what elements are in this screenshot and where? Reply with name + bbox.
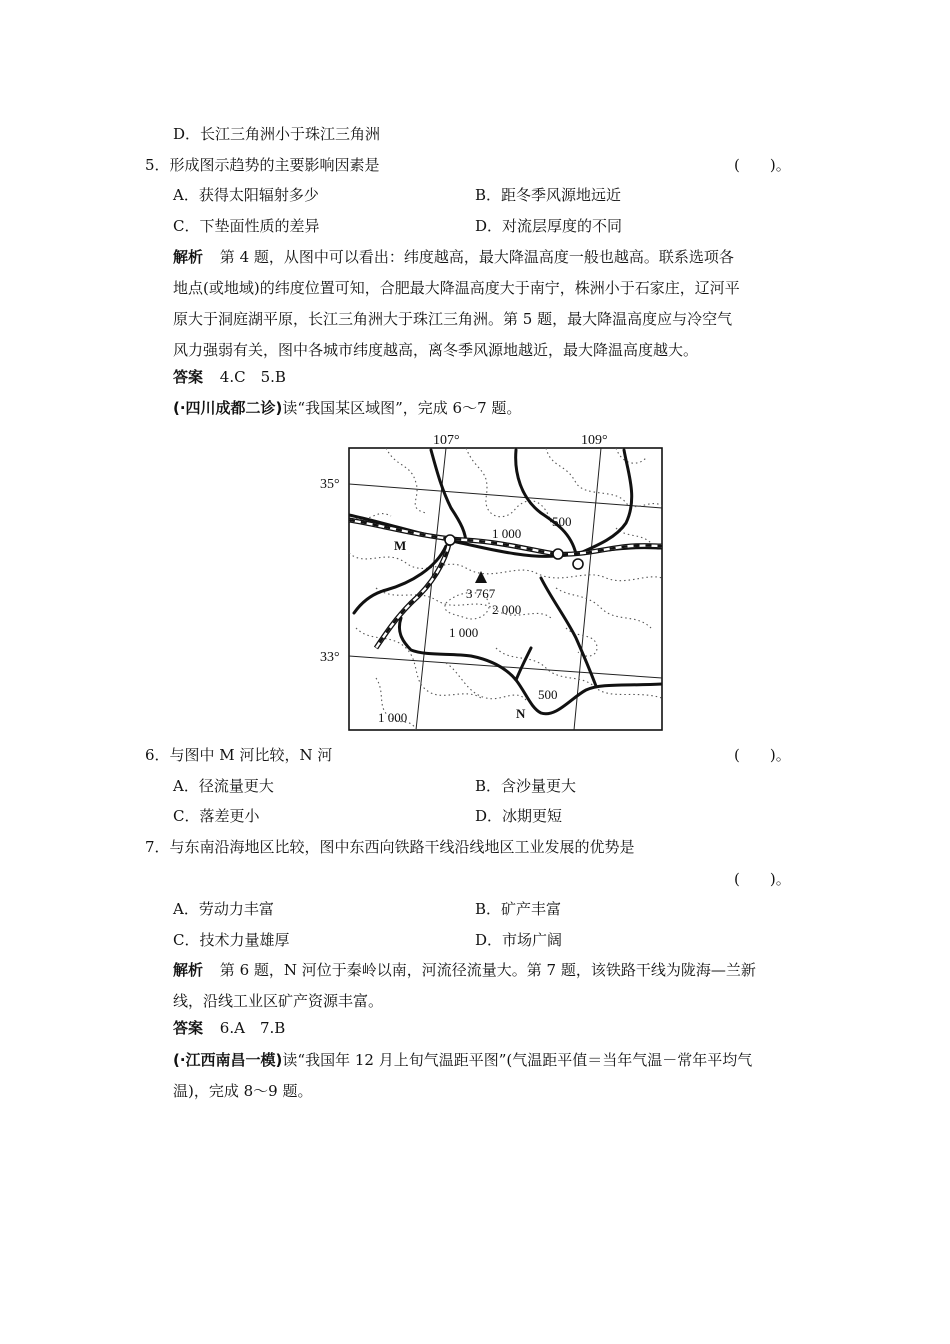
explain1-line-3: 原大于洞庭湖平原，长江三角洲大于珠江三角洲。第 5 题，最大降温高度应与冷空气 bbox=[173, 310, 733, 328]
station-circle bbox=[445, 535, 455, 545]
answer2-text: 6.A 7.B bbox=[219, 1019, 286, 1037]
q5-option-a: A．获得太阳辐射多少 bbox=[173, 186, 319, 204]
q6-option-b: B．含沙量更大 bbox=[475, 777, 577, 795]
source2-block bbox=[173, 1050, 752, 1070]
contour-label-500-north: 500 bbox=[552, 514, 572, 529]
lon-label-109: 109° bbox=[581, 433, 608, 448]
q7-stem: 7．与东南沿海地区比较，图中东西向铁路干线沿线地区工业发展的优势是 bbox=[145, 838, 635, 856]
contour-label-1000-north: 1 000 bbox=[492, 526, 522, 541]
explain1-line-1: 第 4 题，从图中可以看出：纬度越高，最大降温高度一般也越高。联系选项各 bbox=[219, 248, 734, 266]
lat-label-33: 33° bbox=[320, 650, 340, 665]
q6-answer-paren: ( )。 bbox=[734, 746, 791, 764]
lat-label-35: 35° bbox=[320, 477, 340, 492]
q6-stem: 6．与图中 M 河比较，N 河 bbox=[145, 746, 333, 764]
explain1-label: 解析 bbox=[173, 248, 204, 266]
q5-option-b: B．距冬季风源地远近 bbox=[475, 186, 622, 204]
station-circle bbox=[573, 559, 583, 569]
q5-answer-paren: ( )。 bbox=[734, 156, 791, 174]
q6-option-d: D．冰期更短 bbox=[475, 807, 563, 825]
q7-option-b: B．矿产丰富 bbox=[475, 900, 562, 918]
q4-option-d: D．长江三角洲小于珠江三角洲 bbox=[173, 125, 381, 143]
source2-label: (·江西南昌一模) bbox=[173, 1051, 283, 1069]
explain1-block bbox=[173, 247, 734, 267]
q7-answer-paren: ( )。 bbox=[734, 870, 791, 888]
river-label-m: M bbox=[394, 538, 407, 553]
q7-option-d: D．市场广阔 bbox=[475, 931, 563, 949]
q6-option-a: A．径流量更大 bbox=[173, 777, 274, 795]
answer2-label: 答案 bbox=[173, 1019, 204, 1037]
river-label-n: N bbox=[516, 706, 526, 721]
explain2-block bbox=[173, 960, 756, 980]
map-frame bbox=[349, 448, 662, 730]
q6-option-c: C．落差更小 bbox=[173, 807, 260, 825]
q7-option-c: C．技术力量雄厚 bbox=[173, 931, 290, 949]
q7-option-a: A．劳动力丰富 bbox=[173, 900, 274, 918]
contour-label-500-south: 500 bbox=[538, 687, 558, 702]
explain2-label: 解析 bbox=[173, 961, 204, 979]
contour-label-1000-mid: 1 000 bbox=[449, 625, 479, 640]
q5-option-d: D．对流层厚度的不同 bbox=[475, 217, 623, 235]
peak-elevation-label: 3 767 bbox=[466, 586, 496, 601]
q5-stem: 5．形成图示趋势的主要影响因素是 bbox=[145, 156, 380, 174]
source2-line-2: 温)，完成 8～9 题。 bbox=[173, 1082, 313, 1100]
explain2-line-2: 线，沿线工业区矿产资源丰富。 bbox=[173, 992, 384, 1010]
answer2-block bbox=[173, 1018, 285, 1038]
lon-label-107: 107° bbox=[433, 433, 460, 448]
explain1-line-4: 风力强弱有关，图中各城市纬度越高，离冬季风源地越近，最大降温高度越大。 bbox=[173, 341, 699, 359]
explain2-line-1: 第 6 题，N 河位于秦岭以南，河流径流量大。第 7 题，该铁路干线为陇海—兰新 bbox=[219, 961, 756, 979]
station-circle bbox=[553, 549, 563, 559]
contour-label-1000-south: 1 000 bbox=[378, 710, 408, 725]
region-map bbox=[316, 428, 672, 734]
answer1-block bbox=[173, 367, 286, 387]
region-map-svg bbox=[316, 428, 672, 734]
answer1-label: 答案 bbox=[173, 368, 204, 386]
source2-line-1: 读“我国年 12 月上旬气温距平图”(气温距平值＝当年气温－常年平均气 bbox=[282, 1051, 753, 1069]
explain1-line-2: 地点(或地域)的纬度位置可知，合肥最大降温高度大于南宁，株洲小于石家庄，辽河平 bbox=[173, 279, 740, 297]
source1-block bbox=[173, 398, 521, 418]
source1-text: 读“我国某区域图”，完成 6～7 题。 bbox=[282, 399, 522, 417]
q5-option-c: C．下垫面性质的差异 bbox=[173, 217, 320, 235]
contour-label-2000: 2 000 bbox=[492, 602, 522, 617]
answer1-text: 4.C 5.B bbox=[219, 368, 286, 386]
source1-label: (·四川成都二诊) bbox=[173, 399, 283, 417]
